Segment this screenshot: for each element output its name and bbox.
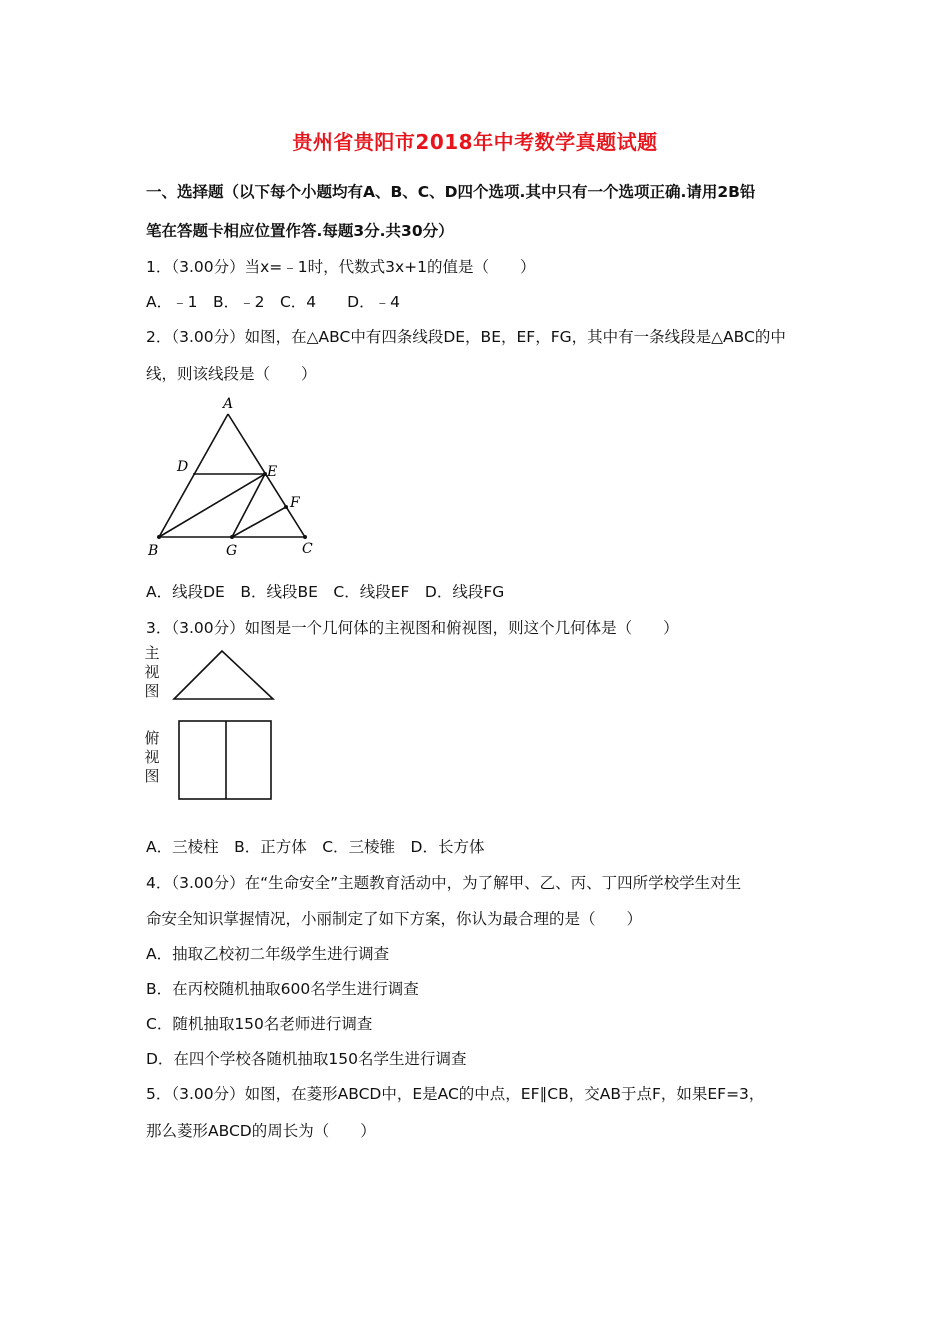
label-E: E xyxy=(267,464,278,480)
label-D: D xyxy=(177,459,189,475)
question-5-text-line2: 那么菱形ABCD的周长为（ ） xyxy=(146,1122,376,1140)
point-G xyxy=(230,535,234,539)
question-3-text: 3．（3.00分）如图是一个几何体的主视图和俯视图，则这个几何体是（ ） xyxy=(146,619,679,637)
front-view-label: 主视图 xyxy=(144,644,160,700)
section-heading-line2: 笔在答题卡相应位置作答.每题3分.共30分） xyxy=(146,222,454,240)
triangle-figure xyxy=(140,392,330,564)
question-5-text-line1: 5．（3.00分）如图，在菱形ABCD中，E是AC的中点，EF∥CB，交AB于点F，如果EF=3， xyxy=(146,1085,765,1103)
label-G: G xyxy=(226,543,238,559)
label-B: B xyxy=(148,543,159,559)
question-1-text: 1．（3.00分）当x=﹣1时，代数式3x+1的值是（ ） xyxy=(146,258,536,276)
point-B xyxy=(157,535,161,539)
question-4-option-c: C．随机抽取150名老师进行调查 xyxy=(146,1015,373,1033)
segment-AB xyxy=(159,414,228,537)
question-2-options: A．线段DE B．线段BE C．线段EF D．线段FG xyxy=(146,583,505,601)
page-title: 贵州省贵阳市2018年中考数学真题试题 xyxy=(292,130,658,154)
point-F xyxy=(284,505,288,509)
question-4-option-d: D．在四个学校各随机抽取150名学生进行调查 xyxy=(146,1050,467,1068)
question-4-option-a: A．抽取乙校初二年级学生进行调查 xyxy=(146,945,390,963)
point-C xyxy=(303,535,307,539)
question-2-text-line2: 线，则该线段是（ ） xyxy=(146,365,317,383)
question-4-option-b: B．在丙校随机抽取600名学生进行调查 xyxy=(146,980,419,998)
question-4-text-line1: 4．（3.00分）在“生命安全”主题教育活动中，为了解甲、乙、丙、丁四所学校学生对生 xyxy=(146,874,742,892)
question-3-options: A．三棱柱 B．正方体 C．三棱锥 D．长方体 xyxy=(146,838,485,856)
front-view-triangle xyxy=(170,648,280,704)
label-F: F xyxy=(290,495,300,511)
top-view-rectangle xyxy=(176,718,276,802)
label-A: A xyxy=(223,396,234,412)
label-C: C xyxy=(302,541,313,557)
section-heading-line1: 一、选择题（以下每个小题均有A、B、C、D四个选项.其中只有一个选项正确.请用2B铅 xyxy=(146,183,756,201)
top-view-label: 俯视图 xyxy=(144,729,160,785)
question-1-options: A．﹣1 B．﹣2 C．4 D．﹣4 xyxy=(146,293,400,311)
question-2-text-line1: 2．（3.00分）如图，在△ABC中有四条线段DE，BE，EF，FG，其中有一条线段是△ABC的中 xyxy=(146,328,786,346)
question-4-text-line2: 命安全知识掌握情况，小丽制定了如下方案，你认为最合理的是（ ） xyxy=(146,910,643,928)
